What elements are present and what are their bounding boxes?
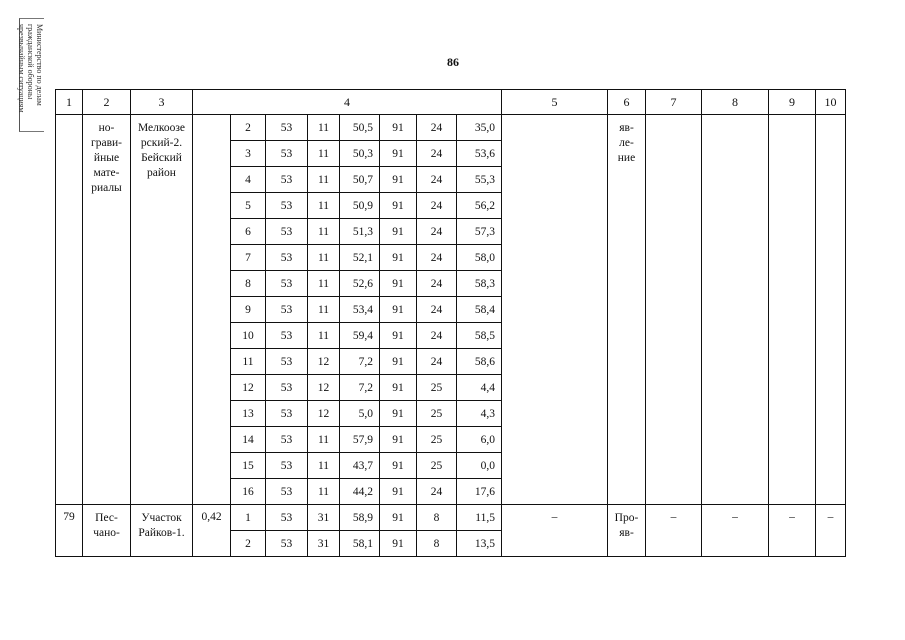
margin-stamp bbox=[6, 14, 46, 132]
stamp-line-3: чрезвычайным ситуациям bbox=[17, 24, 26, 113]
point-number: 7 bbox=[231, 245, 266, 271]
header-cell: 6 bbox=[608, 90, 646, 115]
sec-lat: 7,2 bbox=[340, 349, 380, 375]
cell-col5: – bbox=[502, 505, 608, 557]
min-lat: 12 bbox=[308, 375, 340, 401]
col6-cell bbox=[608, 505, 646, 557]
min-lon: 24 bbox=[417, 115, 457, 141]
header-cell: 5 bbox=[502, 90, 608, 115]
deg-lon: 91 bbox=[380, 479, 417, 505]
sec-lon: 53,6 bbox=[457, 141, 502, 167]
point-number: 16 bbox=[231, 479, 266, 505]
deg-lon: 91 bbox=[380, 505, 417, 531]
cell-col7 bbox=[646, 115, 702, 505]
location-cell-line: Бейский bbox=[141, 152, 182, 164]
sec-lon: 17,6 bbox=[457, 479, 502, 505]
header-cell: 9 bbox=[769, 90, 816, 115]
deg-lon: 91 bbox=[380, 115, 417, 141]
col6-cell bbox=[608, 115, 646, 505]
cell-col10 bbox=[816, 115, 846, 505]
location-cell-line: Мелкоозе bbox=[137, 122, 186, 134]
sec-lon: 6,0 bbox=[457, 427, 502, 453]
min-lat: 11 bbox=[308, 271, 340, 297]
point-number: 15 bbox=[231, 453, 266, 479]
min-lat: 11 bbox=[308, 167, 340, 193]
min-lon: 25 bbox=[417, 453, 457, 479]
min-lon: 24 bbox=[417, 297, 457, 323]
header-cell: 4 bbox=[193, 90, 502, 115]
min-lat: 11 bbox=[308, 115, 340, 141]
cell-col7: – bbox=[646, 505, 702, 557]
point-number: 6 bbox=[231, 219, 266, 245]
min-lon: 24 bbox=[417, 349, 457, 375]
min-lat: 11 bbox=[308, 219, 340, 245]
point-number: 2 bbox=[231, 531, 266, 557]
deg-lat: 53 bbox=[266, 453, 308, 479]
min-lon: 24 bbox=[417, 245, 457, 271]
cell-col5 bbox=[502, 115, 608, 505]
deg-lat: 53 bbox=[266, 349, 308, 375]
stamp-line-2: гражданской обороны bbox=[26, 24, 35, 100]
sec-lon: 56,2 bbox=[457, 193, 502, 219]
min-lat: 31 bbox=[308, 505, 340, 531]
min-lat: 11 bbox=[308, 479, 340, 505]
min-lon: 24 bbox=[417, 479, 457, 505]
min-lat: 12 bbox=[308, 401, 340, 427]
min-lon: 24 bbox=[417, 271, 457, 297]
location-cell-line: район bbox=[147, 167, 176, 179]
min-lon: 25 bbox=[417, 401, 457, 427]
material-cell-line: риалы bbox=[91, 182, 122, 194]
point-number: 3 bbox=[231, 141, 266, 167]
point-number: 14 bbox=[231, 427, 266, 453]
deg-lon: 91 bbox=[380, 401, 417, 427]
sec-lat: 50,9 bbox=[340, 193, 380, 219]
stamp-line-1: Министерство по делам bbox=[35, 24, 44, 106]
header-cell: 1 bbox=[56, 90, 83, 115]
deg-lon: 91 bbox=[380, 245, 417, 271]
deg-lon: 91 bbox=[380, 219, 417, 245]
material-cell-line: йные bbox=[93, 152, 120, 164]
header-cell: 2 bbox=[83, 90, 131, 115]
min-lat: 11 bbox=[308, 297, 340, 323]
cell-col10: – bbox=[816, 505, 846, 557]
deg-lat: 53 bbox=[266, 271, 308, 297]
sec-lat: 52,1 bbox=[340, 245, 380, 271]
sec-lon: 58,5 bbox=[457, 323, 502, 349]
deg-lat: 53 bbox=[266, 375, 308, 401]
point-number: 4 bbox=[231, 167, 266, 193]
point-number: 10 bbox=[231, 323, 266, 349]
cell-col8 bbox=[702, 115, 769, 505]
deg-lat: 53 bbox=[266, 219, 308, 245]
col6-cell-line: Про- bbox=[614, 512, 639, 524]
point-number: 5 bbox=[231, 193, 266, 219]
sec-lat: 7,2 bbox=[340, 375, 380, 401]
deg-lat: 53 bbox=[266, 401, 308, 427]
min-lat: 11 bbox=[308, 323, 340, 349]
location-cell-line: рский-2. bbox=[140, 137, 183, 149]
sec-lat: 58,1 bbox=[340, 531, 380, 557]
deg-lon: 91 bbox=[380, 349, 417, 375]
deg-lat: 53 bbox=[266, 115, 308, 141]
sec-lat: 43,7 bbox=[340, 453, 380, 479]
header-row bbox=[56, 90, 846, 115]
sec-lat: 5,0 bbox=[340, 401, 380, 427]
deg-lat: 53 bbox=[266, 141, 308, 167]
sec-lon: 58,3 bbox=[457, 271, 502, 297]
point-number: 2 bbox=[231, 115, 266, 141]
point-number: 9 bbox=[231, 297, 266, 323]
min-lat: 11 bbox=[308, 193, 340, 219]
col6-cell-line: ние bbox=[617, 152, 636, 164]
material-cell-line: но- bbox=[98, 122, 115, 134]
sec-lat: 58,9 bbox=[340, 505, 380, 531]
cell-col8: – bbox=[702, 505, 769, 557]
sec-lon: 4,4 bbox=[457, 375, 502, 401]
sec-lat: 50,7 bbox=[340, 167, 380, 193]
location-cell-line: Участок bbox=[141, 512, 182, 524]
min-lat: 11 bbox=[308, 453, 340, 479]
material-cell-line: чано- bbox=[93, 527, 120, 539]
min-lat: 31 bbox=[308, 531, 340, 557]
location-cell bbox=[131, 115, 193, 505]
point-number: 13 bbox=[231, 401, 266, 427]
min-lat: 11 bbox=[308, 245, 340, 271]
sec-lat: 53,4 bbox=[340, 297, 380, 323]
location-cell-line: Райков-1. bbox=[138, 527, 185, 539]
deg-lon: 91 bbox=[380, 375, 417, 401]
point-number: 8 bbox=[231, 271, 266, 297]
area-cell bbox=[193, 115, 231, 505]
min-lon: 25 bbox=[417, 427, 457, 453]
sec-lon: 11,5 bbox=[457, 505, 502, 531]
deg-lat: 53 bbox=[266, 427, 308, 453]
sec-lat: 57,9 bbox=[340, 427, 380, 453]
cell-col9 bbox=[769, 115, 816, 505]
material-cell bbox=[83, 115, 131, 505]
sec-lat: 50,5 bbox=[340, 115, 380, 141]
cell-col1 bbox=[56, 115, 83, 505]
deg-lat: 53 bbox=[266, 167, 308, 193]
sec-lat: 52,6 bbox=[340, 271, 380, 297]
deg-lat: 53 bbox=[266, 531, 308, 557]
header-cell: 7 bbox=[646, 90, 702, 115]
sec-lon: 0,0 bbox=[457, 453, 502, 479]
header-cell: 10 bbox=[816, 90, 846, 115]
sec-lon: 55,3 bbox=[457, 167, 502, 193]
min-lat: 12 bbox=[308, 349, 340, 375]
deg-lat: 53 bbox=[266, 479, 308, 505]
deg-lat: 53 bbox=[266, 297, 308, 323]
deg-lon: 91 bbox=[380, 323, 417, 349]
col6-cell-line: ле- bbox=[619, 137, 634, 149]
deg-lon: 91 bbox=[380, 531, 417, 557]
material-cell-line: Пес- bbox=[95, 512, 118, 524]
deg-lon: 91 bbox=[380, 271, 417, 297]
deg-lon: 91 bbox=[380, 297, 417, 323]
min-lon: 8 bbox=[417, 531, 457, 557]
min-lon: 24 bbox=[417, 219, 457, 245]
location-cell bbox=[131, 505, 193, 557]
deg-lon: 91 bbox=[380, 167, 417, 193]
sec-lat: 59,4 bbox=[340, 323, 380, 349]
page-number: 86 bbox=[447, 55, 459, 69]
min-lat: 11 bbox=[308, 427, 340, 453]
material-cell bbox=[83, 505, 131, 557]
deg-lat: 53 bbox=[266, 245, 308, 271]
row-number: 79 bbox=[56, 505, 83, 557]
deg-lon: 91 bbox=[380, 453, 417, 479]
point-number: 12 bbox=[231, 375, 266, 401]
header-cell: 3 bbox=[131, 90, 193, 115]
data-table bbox=[55, 89, 846, 557]
sec-lat: 50,3 bbox=[340, 141, 380, 167]
table-row bbox=[56, 505, 846, 531]
deg-lat: 53 bbox=[266, 193, 308, 219]
min-lon: 24 bbox=[417, 141, 457, 167]
point-number: 1 bbox=[231, 505, 266, 531]
cell-col9: – bbox=[769, 505, 816, 557]
sec-lon: 58,0 bbox=[457, 245, 502, 271]
deg-lon: 91 bbox=[380, 427, 417, 453]
min-lon: 25 bbox=[417, 375, 457, 401]
min-lon: 8 bbox=[417, 505, 457, 531]
min-lon: 24 bbox=[417, 167, 457, 193]
material-cell-line: мате- bbox=[93, 167, 120, 179]
sec-lon: 57,3 bbox=[457, 219, 502, 245]
header-cell: 8 bbox=[702, 90, 769, 115]
area-cell: 0,42 bbox=[193, 505, 231, 557]
min-lon: 24 bbox=[417, 193, 457, 219]
sec-lon: 58,6 bbox=[457, 349, 502, 375]
sec-lon: 4,3 bbox=[457, 401, 502, 427]
col6-cell-line: яв- bbox=[619, 527, 634, 539]
table-row bbox=[56, 115, 846, 141]
sec-lon: 13,5 bbox=[457, 531, 502, 557]
min-lat: 11 bbox=[308, 141, 340, 167]
sec-lat: 51,3 bbox=[340, 219, 380, 245]
col6-cell-line: яв- bbox=[619, 122, 634, 134]
point-number: 11 bbox=[231, 349, 266, 375]
sec-lat: 44,2 bbox=[340, 479, 380, 505]
deg-lon: 91 bbox=[380, 141, 417, 167]
deg-lat: 53 bbox=[266, 323, 308, 349]
sec-lon: 58,4 bbox=[457, 297, 502, 323]
min-lon: 24 bbox=[417, 323, 457, 349]
material-cell-line: грави- bbox=[91, 137, 122, 149]
deg-lat: 53 bbox=[266, 505, 308, 531]
sec-lon: 35,0 bbox=[457, 115, 502, 141]
deg-lon: 91 bbox=[380, 193, 417, 219]
